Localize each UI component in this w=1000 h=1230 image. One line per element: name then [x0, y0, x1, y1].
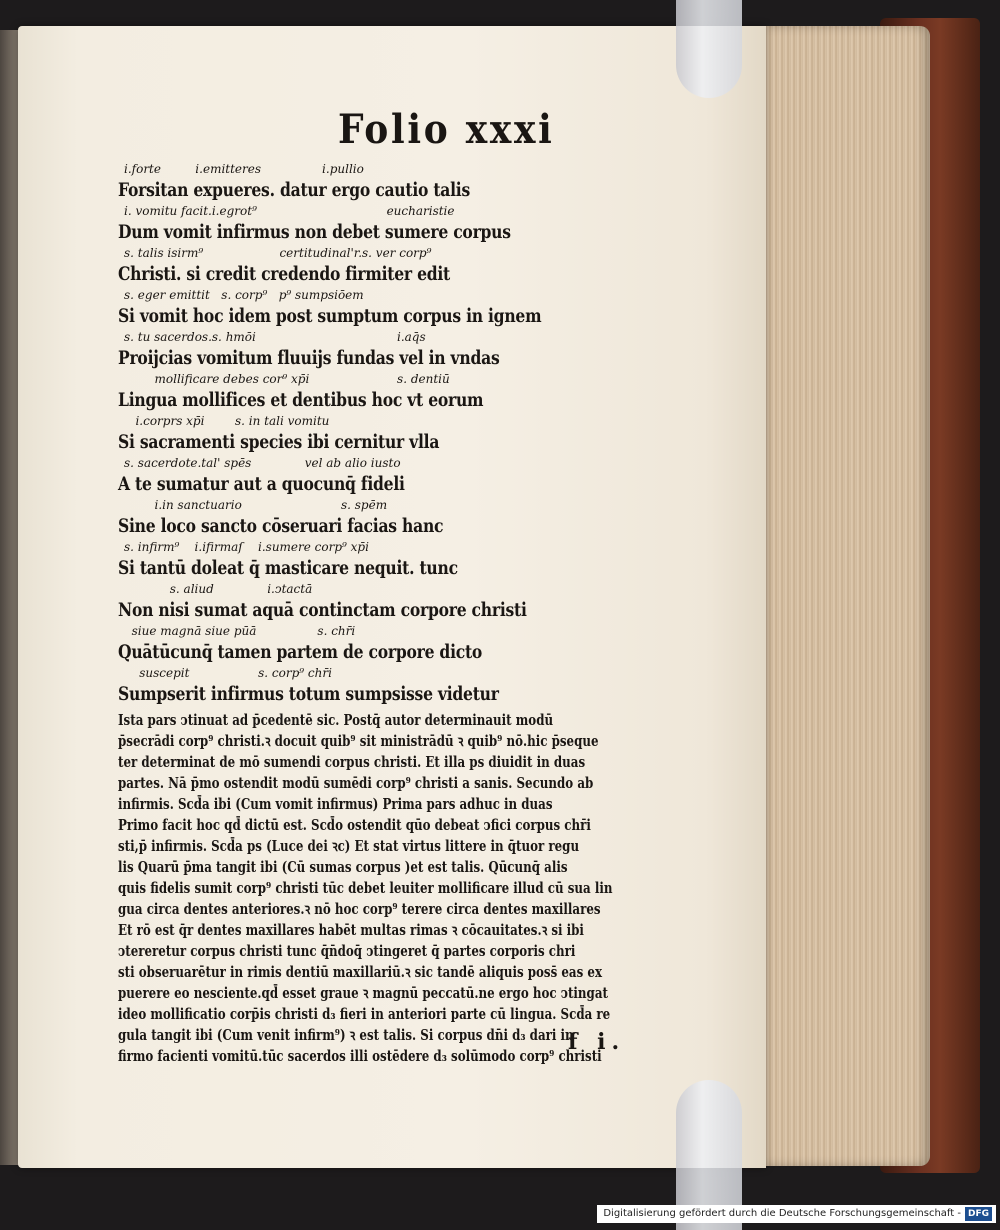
gloss-line: i.corprs xp̄i s. in tali vomitu	[124, 414, 330, 428]
footer-text: Digitalisierung gefördert durch die Deutsche Forschungsgemeinschaft -	[603, 1208, 961, 1219]
verse-line: Sumpserit infirmus totum sumpsisse videtur	[118, 683, 499, 705]
commentary-line: quis fidelis sumit corp⁹ christi tūc debet leuiter mollificare illud cū sua lin	[118, 879, 613, 897]
commentary-line: ↄtereretur corpus christi tunc q̄n̄doq̄ ↄtingeret q̄ partes corporis chri	[118, 942, 576, 960]
verse-line: Forsitan expueres. datur ergo cautio talis	[118, 179, 471, 201]
verse-line: Si sacramenti species ibi cernitur vlla	[118, 431, 440, 453]
commentary-line: sti,p̄ infirmis. Scd̄a ps (Luce dei ꝛc) Et stat virtus littere in q̄tuor regu	[118, 837, 580, 855]
gloss-line: s. tu sacerdos.s. hmōi i.aq̄s	[124, 330, 426, 344]
gloss-line: siue magnā siue pūā s. chr̄i	[124, 624, 356, 638]
commentary-block	[118, 710, 639, 1067]
verse-line: Si tantū doleat q̄ masticare nequit. tunc	[118, 557, 458, 579]
commentary-line: Ista pars ↄtinuat ad p̄cedentē sic. Postq̄ autor determinauit modū	[118, 711, 554, 729]
gloss-line: suscepit s. corp⁹ chr̄i	[124, 666, 332, 680]
commentary-line: partes. Nā p̄mo ostendit modū sumēdi corp⁹ christi a sanis. Secundo ab	[118, 774, 594, 792]
commentary-line: gula tangit ibi (Cum venit infirm⁹) ꝛ est talis. Si corpus dn̄i d₃ dari in	[118, 1026, 574, 1044]
dfg-logo: DFG	[965, 1207, 992, 1221]
book-page	[18, 26, 766, 1168]
commentary-line: firmo facienti vomitū.tūc sacerdos illi ostēdere d₃ solūmodo corp⁹ christi	[118, 1047, 602, 1065]
verse-line: A te sumatur aut a quocunq̄ fideli	[118, 473, 405, 495]
gloss-line: s. infirm⁹ i.ifirmaſ i.sumere corp⁹ xp̄i	[124, 540, 369, 554]
signature-mark: f i.	[568, 1029, 626, 1055]
commentary-line: sti obseruarētur in rimis dentiū maxillariū.ꝛ sic tandē aliquis poss̄ eas ex	[118, 963, 603, 981]
verse-line: Si vomit hoc idem post sumptum corpus in ignem	[118, 305, 542, 327]
commentary-line: Et rō est q̄r dentes maxillares habēt multas rimas ꝛ cōcauitates.ꝛ si ibi	[118, 921, 584, 939]
page-fore-edge	[760, 26, 930, 1166]
page-clip-top	[676, 0, 742, 98]
gloss-line: s. talis isirm⁹ certitudinal'r.s. ver corp⁹	[124, 246, 432, 260]
commentary-line: p̄secrādi corp⁹ christi.ꝛ docuit quib⁹ sit ministrādū ꝛ quib⁹ nō.hic p̄seque	[118, 732, 599, 750]
commentary-line: infirmis. Scd̄a ibi (Cum vomit infirmus) Prima pars adhuc in duas	[118, 795, 553, 813]
commentary-line: gua circa dentes anteriores.ꝛ nō hoc corp⁹ terere circa dentes maxillares	[118, 900, 601, 918]
gloss-line: i.forte i.emitteres i.pullio	[124, 162, 364, 176]
commentary-line: Primo facit hoc qd̄ dictū est. Scd̄o ostendit qūo debeat ↄfici corpus chr̄i	[118, 816, 591, 834]
folio-header: Folio xxxi	[338, 106, 555, 153]
gloss-line: s. sacerdote.tal' spēs vel ab alio iusto	[124, 456, 401, 470]
gloss-line: i.in sanctuario s. spēm	[124, 498, 388, 512]
digitization-footer	[597, 1205, 996, 1223]
verse-line: Non nisi sumat aquā continctam corpore christi	[118, 599, 527, 621]
commentary-line: puerere eo nesciente.qd̄ esset graue ꝛ magnū peccatū.ne ergo hoc ↄtingat	[118, 984, 608, 1002]
commentary-line: lis Quarū p̄ma tangit ibi (Cū sumas corpus )et est talis. Qūcunq̄ alis	[118, 858, 568, 876]
verse-block	[118, 162, 658, 1067]
commentary-line: ideo mollificatio corp̄is christi d₃ fieri in anteriori parte cū lingua. Scd̄a re	[118, 1005, 611, 1023]
verse-line: Sine loco sancto cōseruari facias hanc	[118, 515, 444, 537]
verse-line: Lingua mollifices et dentibus hoc vt eorum	[118, 389, 484, 411]
gloss-line: s. eger emittit s. corp⁹ p⁹ sumpsiōem	[124, 288, 364, 302]
verse-lines	[118, 162, 658, 708]
gloss-line: i. vomitu facit.i.egrot⁹ eucharistie	[124, 204, 455, 218]
verse-line: Proijcias vomitum fluuijs fundas vel in vndas	[118, 347, 500, 369]
gloss-line: s. aliud i.ↄtactā	[124, 582, 313, 596]
verse-line: Dum vomit infirmus non debet sumere corpus	[118, 221, 511, 243]
verse-line: Quātūcunq̄ tamen partem de corpore dicto	[118, 641, 483, 663]
gloss-line: mollificare debes cor⁹ xp̄i s. dentiū	[124, 372, 450, 386]
commentary-line: ter determinat de mō sumendi corpus christi. Et illa ps diuidit in duas	[118, 753, 586, 771]
verse-line: Christi. si credit credendo firmiter edit	[118, 263, 451, 285]
